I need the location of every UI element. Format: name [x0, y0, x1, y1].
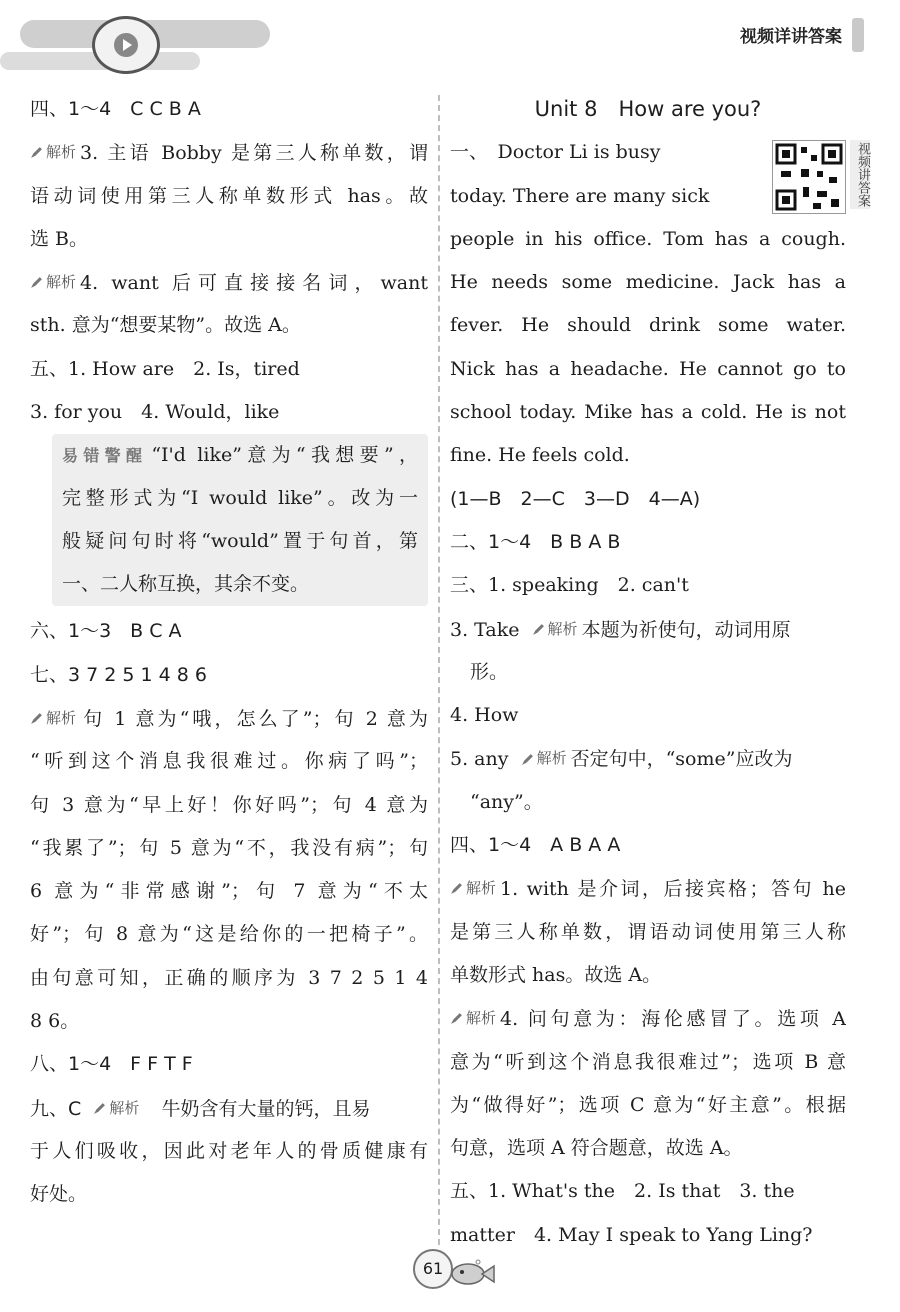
analysis-text: 句 1 意为“哦，怎么了”；句 2 意为	[80, 708, 428, 731]
analysis-text: 句意，选项 A 符合题意，故选 A。	[450, 1137, 743, 1160]
analysis-text: 句 3 意为“早上好！你好吗”；句 4 意为	[30, 793, 428, 816]
passage-line: 一、 Doctor Li is busy	[450, 141, 661, 164]
analysis-text: 为“做得好”；选项 C 意为“好主意”。根据	[450, 1093, 846, 1116]
analysis-text: 由句意可知，正确的顺序为 3 7 2 5 1 4	[30, 966, 428, 989]
answer-line: 五、1. How are 2. Is，tired	[30, 357, 300, 380]
answer-line: 四、1～4 C C B A	[30, 98, 201, 120]
unit-title: Unit 8 How are you?	[534, 97, 762, 121]
pencil-icon	[521, 753, 534, 766]
analysis-text: 8 6。	[30, 1010, 80, 1033]
analysis-text: 否定句中，“some”应改为	[570, 748, 793, 771]
answer-line: 六、1～3 B C A	[30, 620, 182, 643]
answer-line: 3. Take	[450, 618, 520, 641]
qr-code[interactable]	[772, 140, 846, 214]
pencil-icon	[30, 276, 43, 289]
header-title: 视频详讲答案	[740, 27, 842, 47]
page-header	[0, 0, 900, 80]
pencil-icon	[450, 882, 463, 895]
passage-line: fever. He should drink some water.	[450, 314, 846, 337]
analysis-text: 选 B。	[30, 227, 89, 250]
answer-line: 3. for you 4. Would，like	[30, 401, 280, 424]
header-decoration	[852, 18, 864, 52]
analysis-text: 牛奶含有大量的钙，且易	[161, 1097, 371, 1120]
analysis-text: 3. 主语 Bobby 是第三人称单数，谓	[80, 142, 428, 165]
passage-line: today. There are many sick	[450, 184, 710, 207]
warning-text: “I'd like”意为“我想要”，	[151, 444, 418, 467]
passage-line: people in his office. Tom has a cough.	[450, 227, 846, 250]
passage-line: Nick has a headache. He cannot go to	[450, 357, 846, 380]
pencil-icon	[30, 712, 43, 725]
analysis-text: 单数形式 has。故选 A。	[450, 963, 662, 986]
analysis-tag: 解析	[30, 697, 76, 740]
analysis-text: 好”；句 8 意为“这是给你的一把椅子”。	[30, 923, 428, 946]
right-column	[450, 88, 870, 1257]
pencil-icon	[450, 1012, 463, 1025]
warning-text: 般疑问句时将“would”置于句首，第	[62, 530, 418, 553]
analysis-tag: 解析	[450, 997, 496, 1040]
answer-line: matter 4. May I speak to Yang Ling?	[450, 1223, 813, 1246]
analysis-text: “any”。	[470, 790, 543, 813]
analysis-text: 本题为祈使句，动词用原	[581, 618, 791, 641]
passage-line: fine. He feels cold.	[450, 444, 630, 467]
answer-line: 4. How	[450, 704, 519, 727]
analysis-tag: 解析	[450, 867, 496, 910]
analysis-tag: 解析	[532, 608, 578, 651]
left-column	[30, 88, 428, 1217]
answer-line: 七、3 7 2 5 1 4 8 6	[30, 663, 207, 686]
analysis-text: 6 意为“非常感谢”；句 7 意为“不太	[30, 880, 428, 903]
warning-tag: 易错警醒	[62, 446, 148, 466]
pencil-icon	[30, 146, 43, 159]
analysis-text: 1. with 是介词，后接宾格；答句 he	[500, 878, 846, 901]
analysis-text: 4. 问句意为：海伦感冒了。选项 A	[500, 1008, 846, 1031]
analysis-tag: 解析	[30, 131, 76, 174]
video-play-icon	[92, 16, 160, 74]
analysis-text: 于人们吸收，因此对老年人的骨质健康有	[30, 1139, 428, 1162]
warning-box	[52, 434, 428, 606]
passage-line: school today. Mike has a cold. He is not	[450, 401, 846, 424]
analysis-text: “听到这个消息我很难过。你病了吗”；	[30, 750, 428, 773]
warning-text: 一、二人称互换，其余不变。	[62, 573, 310, 596]
analysis-text: 语动词使用第三人称单数形式 has。故	[30, 184, 428, 207]
answer-line: 九、C	[30, 1097, 82, 1120]
answer-line: 五、1. What's the 2. Is that 3. the	[450, 1180, 795, 1203]
analysis-tag: 解析	[521, 737, 567, 780]
answer-line: 八、1～4 F F T F	[30, 1053, 193, 1076]
analysis-tag: 解析	[30, 261, 76, 304]
passage-line: He needs some medicine. Jack has a	[450, 271, 846, 294]
column-divider	[438, 95, 440, 1245]
qr-label: 视频讲答案	[850, 140, 870, 209]
answer-line: 三、1. speaking 2. can't	[450, 574, 689, 597]
analysis-text: 意为“听到这个消息我很难过”；选项 B 意	[450, 1050, 846, 1073]
analysis-text: 4. want 后可直接接名词，want	[80, 272, 428, 295]
analysis-text: 好处。	[30, 1183, 88, 1206]
analysis-text: sth. 意为“想要某物”。故选 A。	[30, 314, 301, 337]
analysis-tag: 解析	[93, 1087, 139, 1130]
fish-icon	[448, 1258, 496, 1286]
analysis-text: “我累了”；句 5 意为“不，我没有病”；句	[30, 836, 428, 859]
answer-line: (1—B 2—C 3—D 4—A)	[450, 487, 701, 510]
pencil-icon	[532, 623, 545, 636]
answer-line: 5. any	[450, 748, 509, 771]
page-number: 61	[413, 1249, 453, 1289]
analysis-text: 是第三人称单数，谓语动词使用第三人称	[450, 920, 846, 943]
answer-line: 四、1～4 A B A A	[450, 834, 621, 857]
warning-text: 完整形式为“I would like”。改为一	[62, 487, 418, 510]
answer-line: 二、1～4 B B A B	[450, 530, 621, 553]
pencil-icon	[93, 1102, 106, 1115]
analysis-text: 形。	[470, 660, 509, 683]
